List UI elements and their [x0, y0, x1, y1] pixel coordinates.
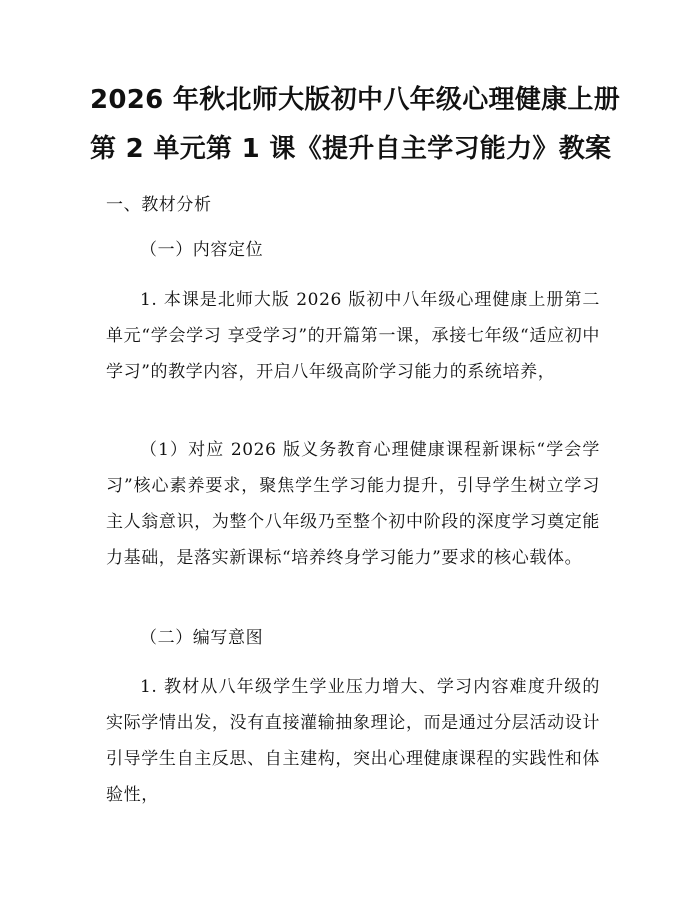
paragraph-content-positioning-1: 1. 本课是北师大版 2026 版初中八年级心理健康上册第二单元“学会学习 享受学习”的开篇第一课，承接七年级“适应初中学习”的教学内容，开启八年级高阶学习能力的系统培养， [106, 290, 600, 382]
subsection-heading-content-positioning: （一）内容定位 [140, 240, 264, 260]
document-title-line-2: 第 2 单元第 1 课《提升自主学习能力》教案 [90, 134, 612, 164]
document-title-line-1: 2026 年秋北师大版初中八年级心理健康上册 [90, 85, 621, 115]
paragraph-content-positioning-1-1: （1）对应 2026 版义务教育心理健康课程新课标“学会学习”核心素养要求，聚焦学生学习能力提升，引导学生树立学习主人翁意识，为整个八年级乃至整个初中阶段的深度学习奠定能力基础，是落实新课标“培养终身学习能力”要求的核心载体。 [106, 440, 600, 568]
paragraph-writing-intention-1: 1. 教材从八年级学生学业压力增大、学习内容难度升级的实际学情出发，没有直接灌输抽象理论，而是通过分层活动设计引导学生自主反思、自主建构，突出心理健康课程的实践性和体验性， [106, 677, 600, 805]
section-heading-textbook-analysis: 一、教材分析 [106, 195, 212, 215]
subsection-heading-writing-intention: （二）编写意图 [140, 628, 264, 648]
